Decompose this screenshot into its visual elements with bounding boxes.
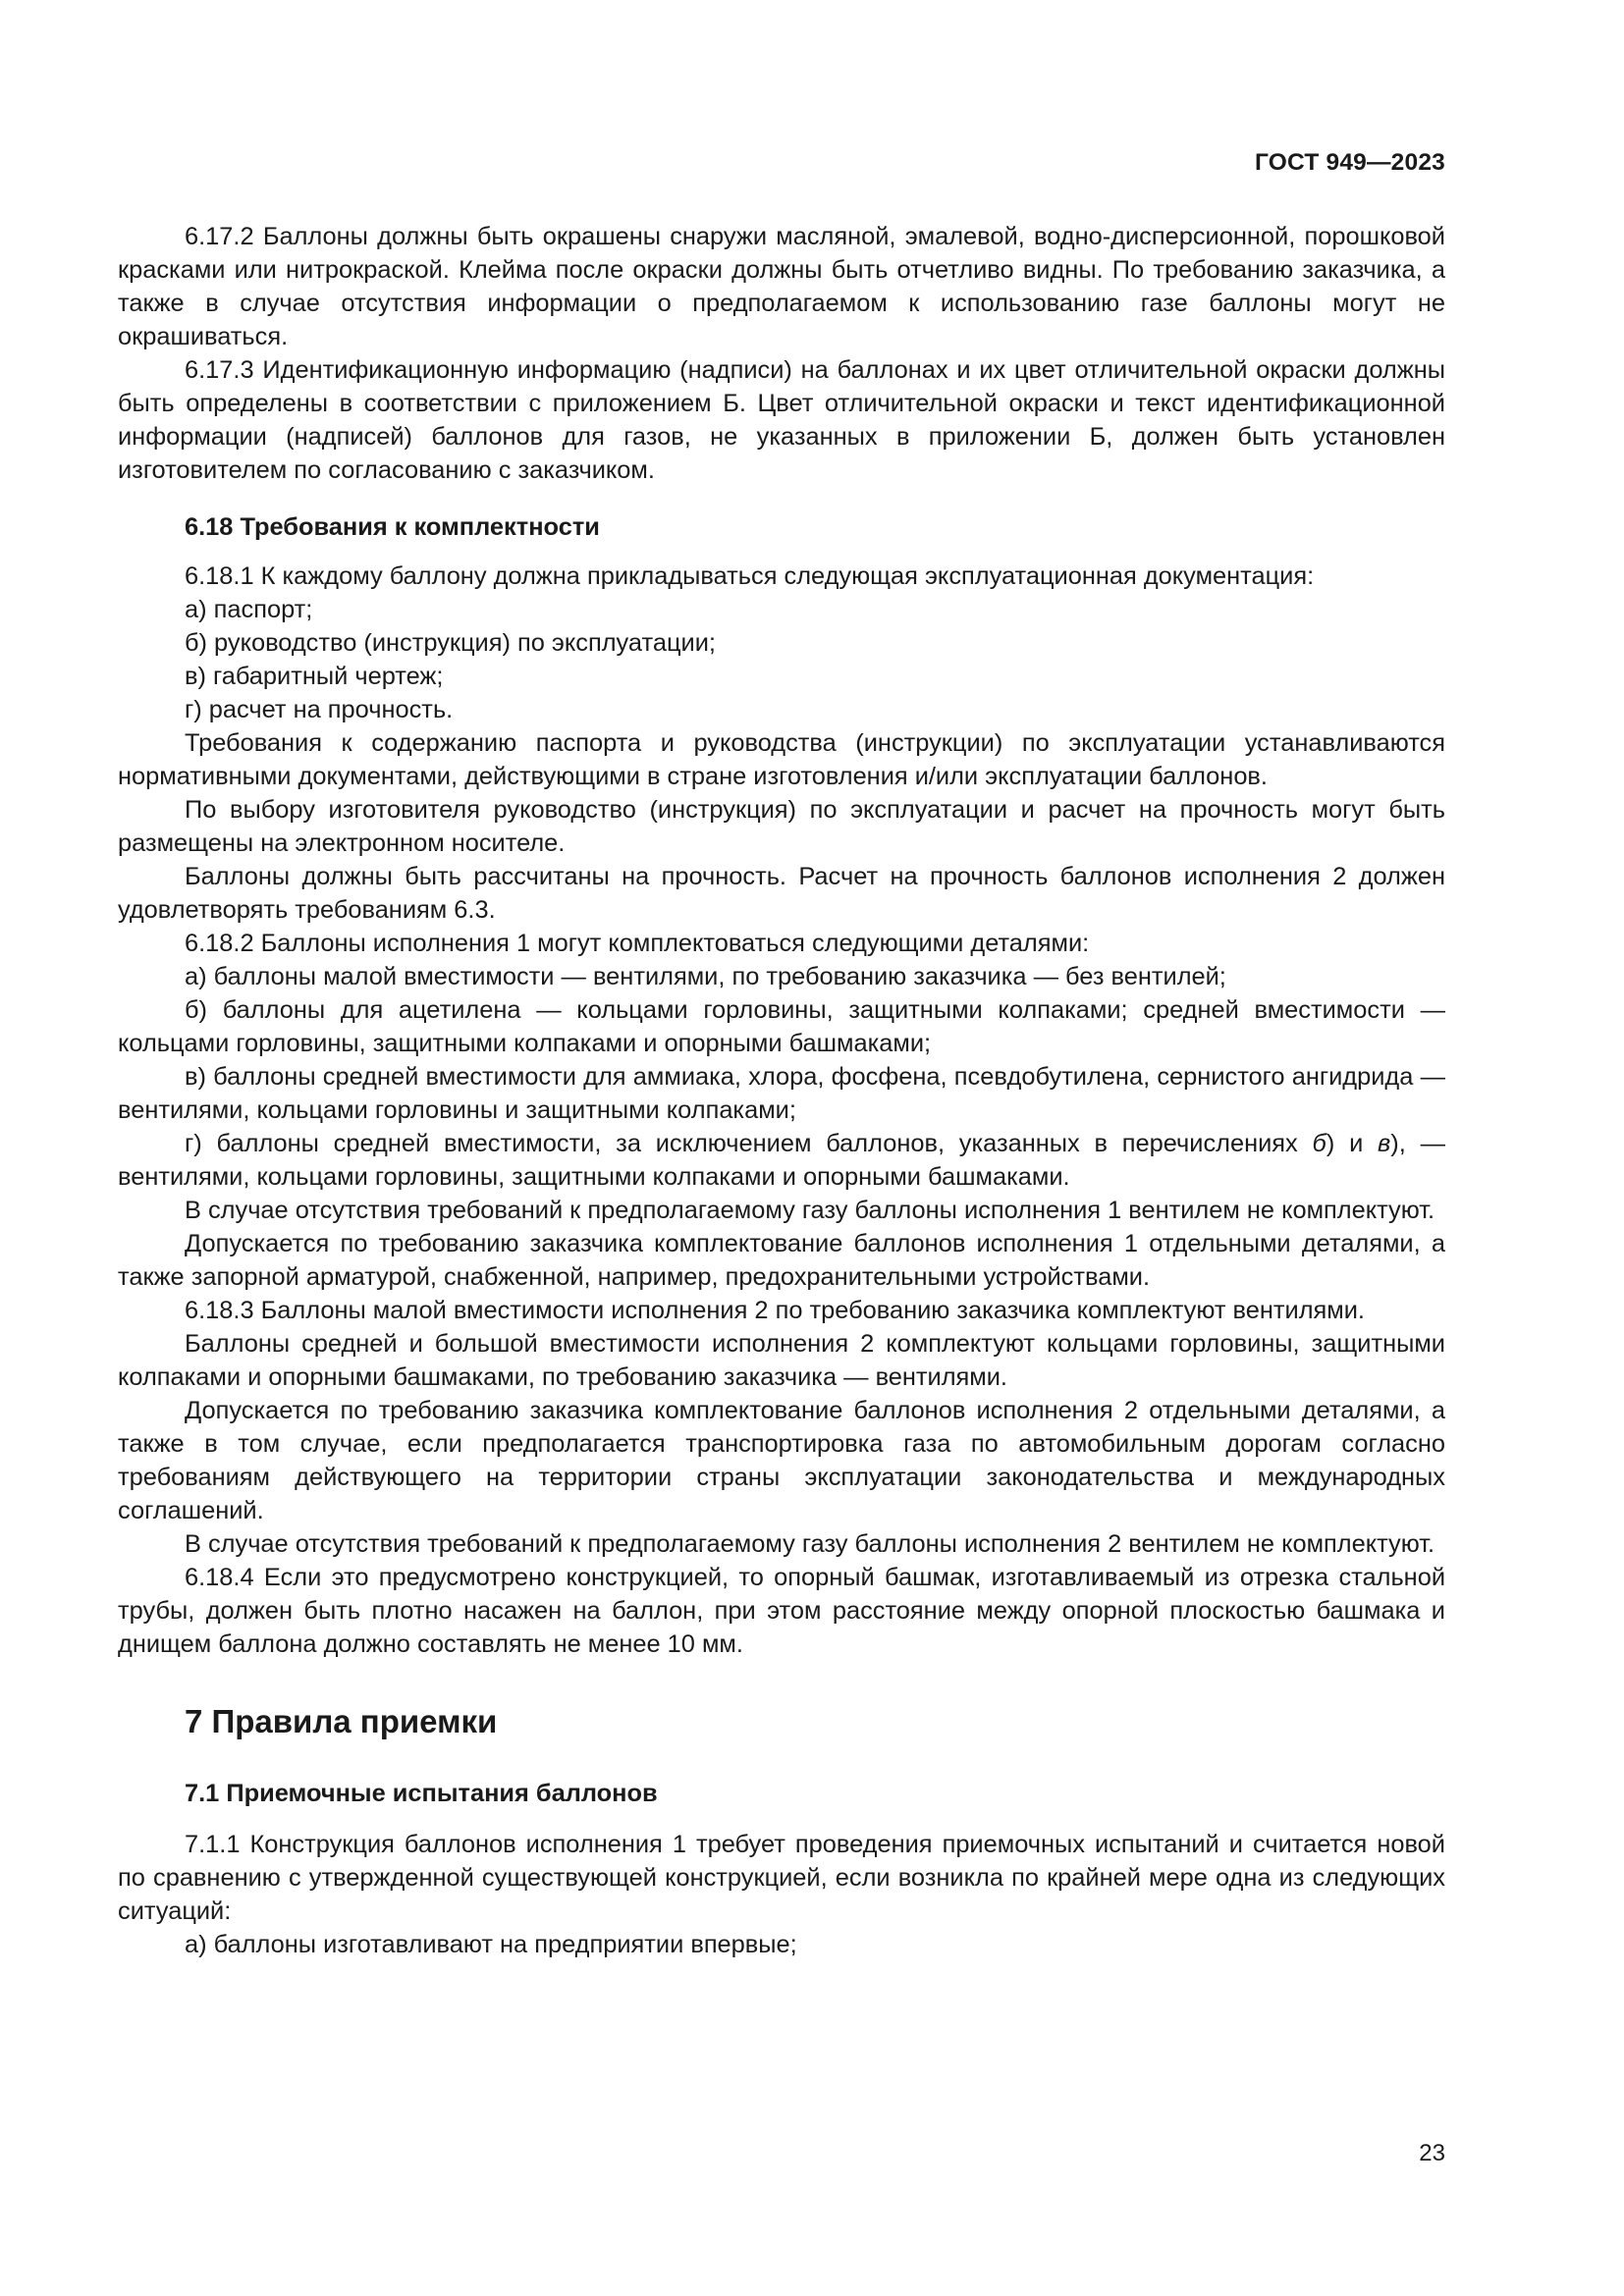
list-item-strength-calc: г) расчет на прочность. [185,696,454,723]
paragraph-electronic-media: По выбору изготовителя руководство (инструкция) по эксплуатации и расчет на прочность могут быть размещены на электронном носителе. [118,796,1445,857]
list-item-first-production: а) баллоны изготавливают на предприятии впервые; [185,1931,797,1958]
paragraph-strength-requirement: Баллоны должны быть рассчитаны на прочность. Расчет на прочность баллонов исполнения 2 должен удовлетворять требованиям 6.3. [118,863,1445,924]
paragraph-6-18-2: 6.18.2 Баллоны исполнения 1 могут комплектоваться следующими деталями: [185,930,1090,957]
paragraph-6-18-4: 6.18.4 Если это предусмотрено конструкцией, то опорный башмак, изготавливаемый из отрезка стальной трубы, должен быть плотно насажен на баллон, при этом расстояние между опорной плоскостью башмака и днищем баллона должно составлять не менее 10 мм. [118,1564,1445,1658]
paragraph-6-17-3: 6.17.3 Идентификационную информацию (надписи) на баллонах и их цвет отличительной окраски должны быть определены в соответствии с приложением Б. Цвет отличительной окраски и текст идентификационной информации (надписей) баллонов для газов, не указанных в приложении Б, должен быть установлен изготовителем по согласованию с заказчиком. [118,356,1445,484]
list-item-small-capacity: а) баллоны малой вместимости — вентилями, по требованию заказчика — без вентилей; [185,963,1226,990]
document-page [118,0,1445,2296]
document-body [118,220,1445,1961]
page-number: 23 [1419,2140,1445,2166]
paragraph-6-18-3: 6.18.3 Баллоны малой вместимости исполнения 2 по требованию заказчика комплектуют вентилями. [185,1297,1365,1324]
paragraph-no-valve-2: В случае отсутствия требований к предполагаемому газу баллоны исполнения 2 вентилем не комплектуют. [185,1530,1435,1558]
paragraph-medium-large: Баллоны средней и большой вместимости исполнения 2 комплектуют кольцами горловины, защитными колпаками и опорными башмаками, по требованию заказчика — вентилями. [118,1330,1445,1391]
list-item-manual: б) руководство (инструкция) по эксплуатации; [185,629,716,657]
enum-ref-v: в [1378,1130,1391,1157]
list-item-medium-capacity-start: г) баллоны средней вместимости, за исключением баллонов, указанных в перечислениях [185,1130,1313,1157]
section-heading-7-1: 7.1 Приемочные испытания баллонов [185,1780,658,1807]
list-item-drawing: в) габаритный чертеж; [185,663,444,690]
chapter-heading-7: 7 Правила приемки [185,1703,498,1739]
paragraph-7-1-1: 7.1.1 Конструкция баллонов исполнения 1 требует проведения приемочных испытаний и считается новой по сравнению с утвержденной существующей конструкцией, если возникла по крайней мере одна из следующих ситуаций: [118,1831,1445,1925]
paragraph-doc-requirements: Требования к содержанию паспорта и руководства (инструкции) по эксплуатации устанавливаются нормативными документами, действующими в стране изготовления и/или эксплуатации баллонов. [118,729,1445,790]
list-item-acetylene: б) баллоны для ацетилена — кольцами горловины, защитными колпаками; средней вместимости — кольцами горловины, защитными колпаками и опорными башмаками; [118,996,1445,1057]
standard-id-header: ГОСТ 949—2023 [1255,149,1445,176]
paragraph-6-17-2: 6.17.2 Баллоны должны быть окрашены снаружи масляной, эмалевой, водно-дисперсионной, порошковой красками или нитрокраской. Клейма после окраски должны быть отчетливо видны. По требованию заказчика, а также в случае отсутствия информации о предполагаемом к использованию газе баллоны могут не окрашиваться. [118,223,1445,350]
list-item-ammonia-chlorine: в) баллоны средней вместимости для аммиака, хлора, фосфена, псевдобутилена, сернистого ангидрида — вентилями, кольцами горловины и защитными колпаками; [118,1063,1445,1124]
list-item-passport: а) паспорт; [185,596,313,623]
paragraph-allowed-1: Допускается по требованию заказчика комплектование баллонов исполнения 1 отдельными деталями, а также запорной арматурой, снабженной, например, предохранительными устройствами. [118,1230,1445,1291]
paragraph-no-valve-1: В случае отсутствия требований к предполагаемому газу баллоны исполнения 1 вентилем не комплектуют. [185,1197,1435,1224]
paragraph-6-18-1: 6.18.1 К каждому баллону должна прикладываться следующая эксплуатационная документация: [185,562,1315,590]
list-item-medium-capacity-mid: ) и [1326,1130,1379,1157]
list-item-medium-capacity [118,1127,1445,1194]
list-item-medium-capacity-end: ), — вентилями, кольцами горловины, защитными колпаками и опорными башмаками. [118,1130,1445,1191]
section-heading-6-18: 6.18 Требования к комплектности [185,513,600,541]
paragraph-allowed-2: Допускается по требованию заказчика комплектование баллонов исполнения 2 отдельными деталями, а также в том случае, если предполагается транспортировка газа по автомобильным дорогам согласно требованиям действующего на территории страны эксплуатации законодательства и международных соглашений. [118,1397,1445,1524]
enum-ref-b: б [1312,1130,1326,1157]
